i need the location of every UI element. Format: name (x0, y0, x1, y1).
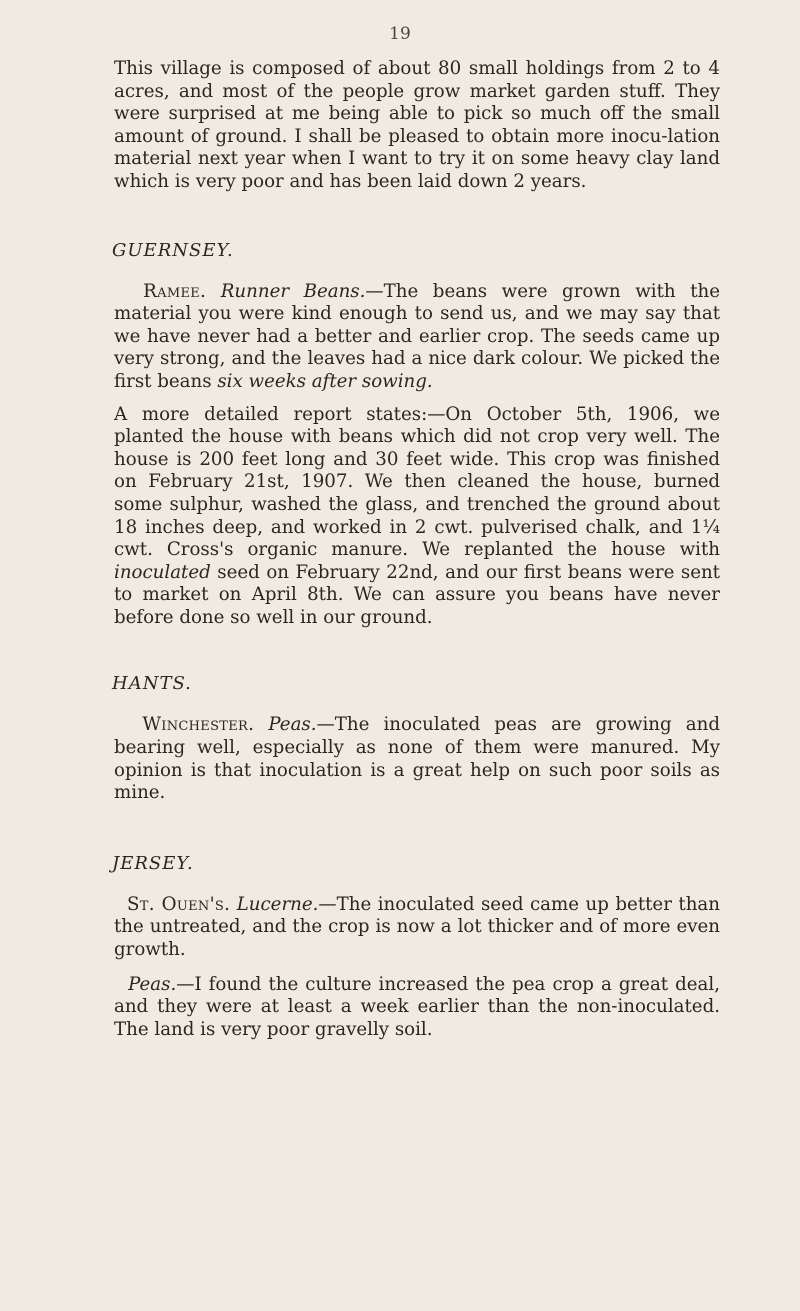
section-heading-hants: HANTS. (112, 673, 192, 695)
crop-name: Peas. (268, 714, 317, 736)
jersey-st-ouens-paragraph (114, 894, 720, 962)
report-text: —The inoculated seed came up better than the untreated, and the crop is now a lot thicker and of more even growth. (114, 893, 720, 961)
emphasis-text: inoculated (114, 561, 211, 583)
guernsey-detailed-paragraph (114, 404, 720, 630)
jersey-peas-paragraph (114, 974, 720, 1042)
crop-name: Runner Beans. (220, 280, 366, 302)
section-heading-jersey: JERSEY. (112, 852, 194, 874)
report-text: A more detailed report states:—On October 5th, 1906, we planted the house with beans which did not crop very well. The house is 200 feet long and 30 feet wide. This crop was finished on February 21st, 1907. We then cleaned the house, burned some sulphur, washed the glass, and trenched the ground about 18 inches deep, and worked in 2 cwt. pulverised chalk, and 1¼ cwt. Cross's organic manure. We replanted the house with (114, 403, 720, 561)
intro-paragraph: This village is composed of about 80 small holdings from 2 to 4 acres, and most of the people grow market garden stuff. They were surprised at me being able to pick so much off the small amount of ground. I shall be pleased to obtain more inocu-lation material next year when I want to try it on some heavy clay land which is very poor and has been laid down 2 years. (114, 58, 720, 192)
report-text: —The beans were grown with the material you were kind enough to send us, and we may say that we have never had a better and earlier crop. The seeds came up very strong, and the leaves had a nice dark colour. We picked the first beans (114, 280, 720, 392)
emphasis-text: six weeks after sowing. (217, 370, 433, 392)
hants-winchester-paragraph (114, 714, 720, 804)
report-text: —I found the culture increased the pea crop a great deal, and they were at least a week earlier than the non-inoculated. The land is very poor gravelly soil. (114, 973, 720, 1040)
place-name: Ramee. (143, 280, 207, 302)
report-text: —The inoculated peas are growing and bearing well, especially as none of them were manured. My opinion is that inoculation is a great help on such poor soils as mine. (114, 714, 720, 804)
page-number: 19 (389, 24, 411, 44)
crop-name: Peas. (128, 973, 177, 995)
place-name: St. Ouen's. (127, 893, 231, 915)
section-heading-guernsey: GUERNSEY. (112, 239, 234, 261)
guernsey-ramee-paragraph (114, 281, 720, 394)
place-name: Winchester. (142, 714, 255, 736)
crop-name: Lucerne. (236, 893, 319, 915)
report-text: seed on February 22nd, and our first beans were sent to market on April 8th. We can assure you beans have never before done so well in our ground. (114, 561, 720, 628)
